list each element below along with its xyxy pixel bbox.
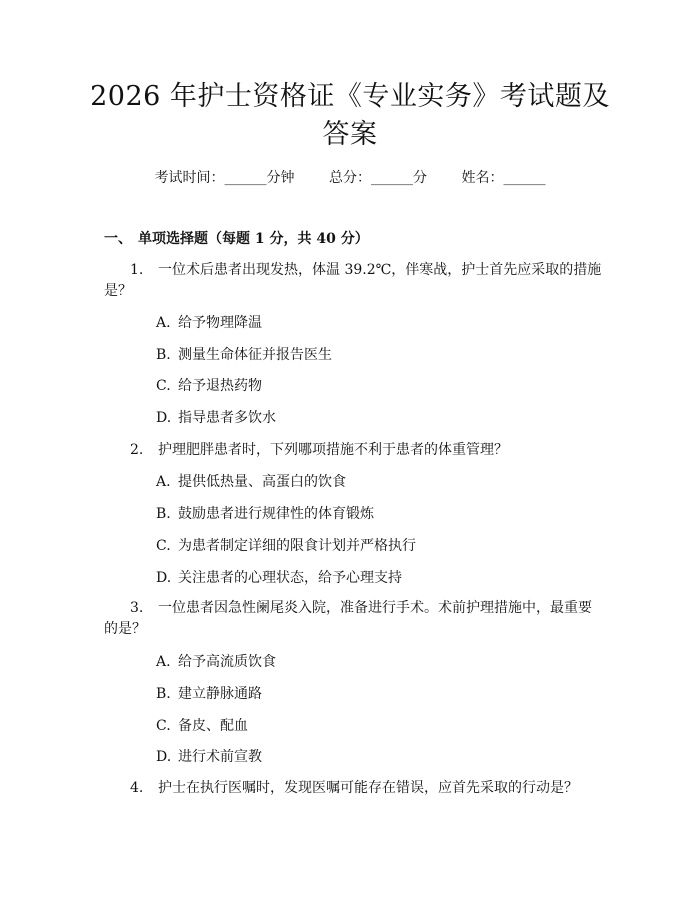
question-1-option-a — [156, 313, 262, 333]
option-text: 给予退热药物 — [178, 378, 262, 394]
option-text: 提供低热量、高蛋白的饮食 — [178, 474, 346, 490]
question-text: 一位患者因急性阑尾炎入院，准备进行手术。术前护理措施中，最重要的是？ — [104, 600, 592, 637]
option-text: 备皮、配血 — [178, 718, 248, 734]
question-stem — [104, 440, 604, 461]
question-1-option-c — [156, 376, 262, 396]
option-text: 建立静脉通路 — [178, 686, 262, 702]
section-heading — [104, 229, 369, 249]
question-3-option-d — [156, 747, 262, 767]
document-title: 2026 年护士资格证《专业实务》考试题及答案 — [90, 81, 610, 150]
option-letter: B. — [156, 506, 171, 522]
question-2-option-b — [156, 504, 374, 524]
option-letter: C. — [156, 538, 171, 554]
question-1-option-b — [156, 345, 332, 365]
option-letter: B. — [156, 686, 171, 702]
question-4 — [104, 778, 604, 799]
question-3-option-a — [156, 652, 276, 672]
option-letter: A. — [156, 474, 171, 490]
question-1 — [104, 260, 604, 302]
option-letter: B. — [156, 347, 171, 363]
option-text: 为患者制定详细的限食计划并严格执行 — [178, 538, 416, 554]
option-letter: C. — [156, 718, 171, 734]
question-text: 护士在执行医嘱时，发现医嘱可能存在错误，应首先采取的行动是？ — [158, 780, 578, 796]
option-text: 进行术前宣教 — [178, 749, 262, 765]
question-number: 3. — [130, 600, 144, 616]
option-text: 关注患者的心理状态，给予心理支持 — [178, 570, 402, 586]
option-letter: D. — [156, 749, 172, 765]
exam-info-line — [0, 168, 700, 188]
question-2 — [104, 440, 604, 461]
option-text: 给予物理降温 — [178, 315, 262, 331]
exam-time-field: 考试时间：______分钟 — [154, 170, 295, 186]
section-number: 一、 — [104, 231, 132, 247]
question-stem — [104, 598, 604, 640]
total-score-field: 总分：______分 — [329, 170, 427, 186]
question-number: 2. — [130, 442, 144, 458]
option-letter: D. — [156, 410, 172, 426]
question-3-option-c — [156, 716, 248, 736]
question-number: 1. — [130, 262, 144, 278]
question-text: 护理肥胖患者时，下列哪项措施不利于患者的体重管理？ — [158, 442, 508, 458]
option-letter: D. — [156, 570, 172, 586]
option-letter: A. — [156, 315, 171, 331]
option-text: 鼓励患者进行规律性的体育锻炼 — [178, 506, 374, 522]
option-text: 测量生命体征并报告医生 — [178, 347, 332, 363]
question-text: 一位术后患者出现发热，体温 39.2℃，伴寒战，护士首先应采取的措施是？ — [104, 262, 602, 299]
option-letter: C. — [156, 378, 171, 394]
option-text: 指导患者多饮水 — [178, 410, 276, 426]
question-number: 4. — [130, 780, 144, 796]
question-3 — [104, 598, 604, 640]
question-2-option-c — [156, 536, 416, 556]
name-field: 姓名：______ — [461, 170, 546, 186]
question-stem — [104, 260, 604, 302]
question-stem — [104, 778, 604, 799]
question-1-option-d — [156, 408, 276, 428]
option-letter: A. — [156, 654, 171, 670]
section-title: 单项选择题（每题 1 分，共 40 分） — [138, 231, 369, 247]
option-text: 给予高流质饮食 — [178, 654, 276, 670]
question-3-option-b — [156, 684, 262, 704]
question-2-option-d — [156, 568, 402, 588]
question-2-option-a — [156, 472, 346, 492]
